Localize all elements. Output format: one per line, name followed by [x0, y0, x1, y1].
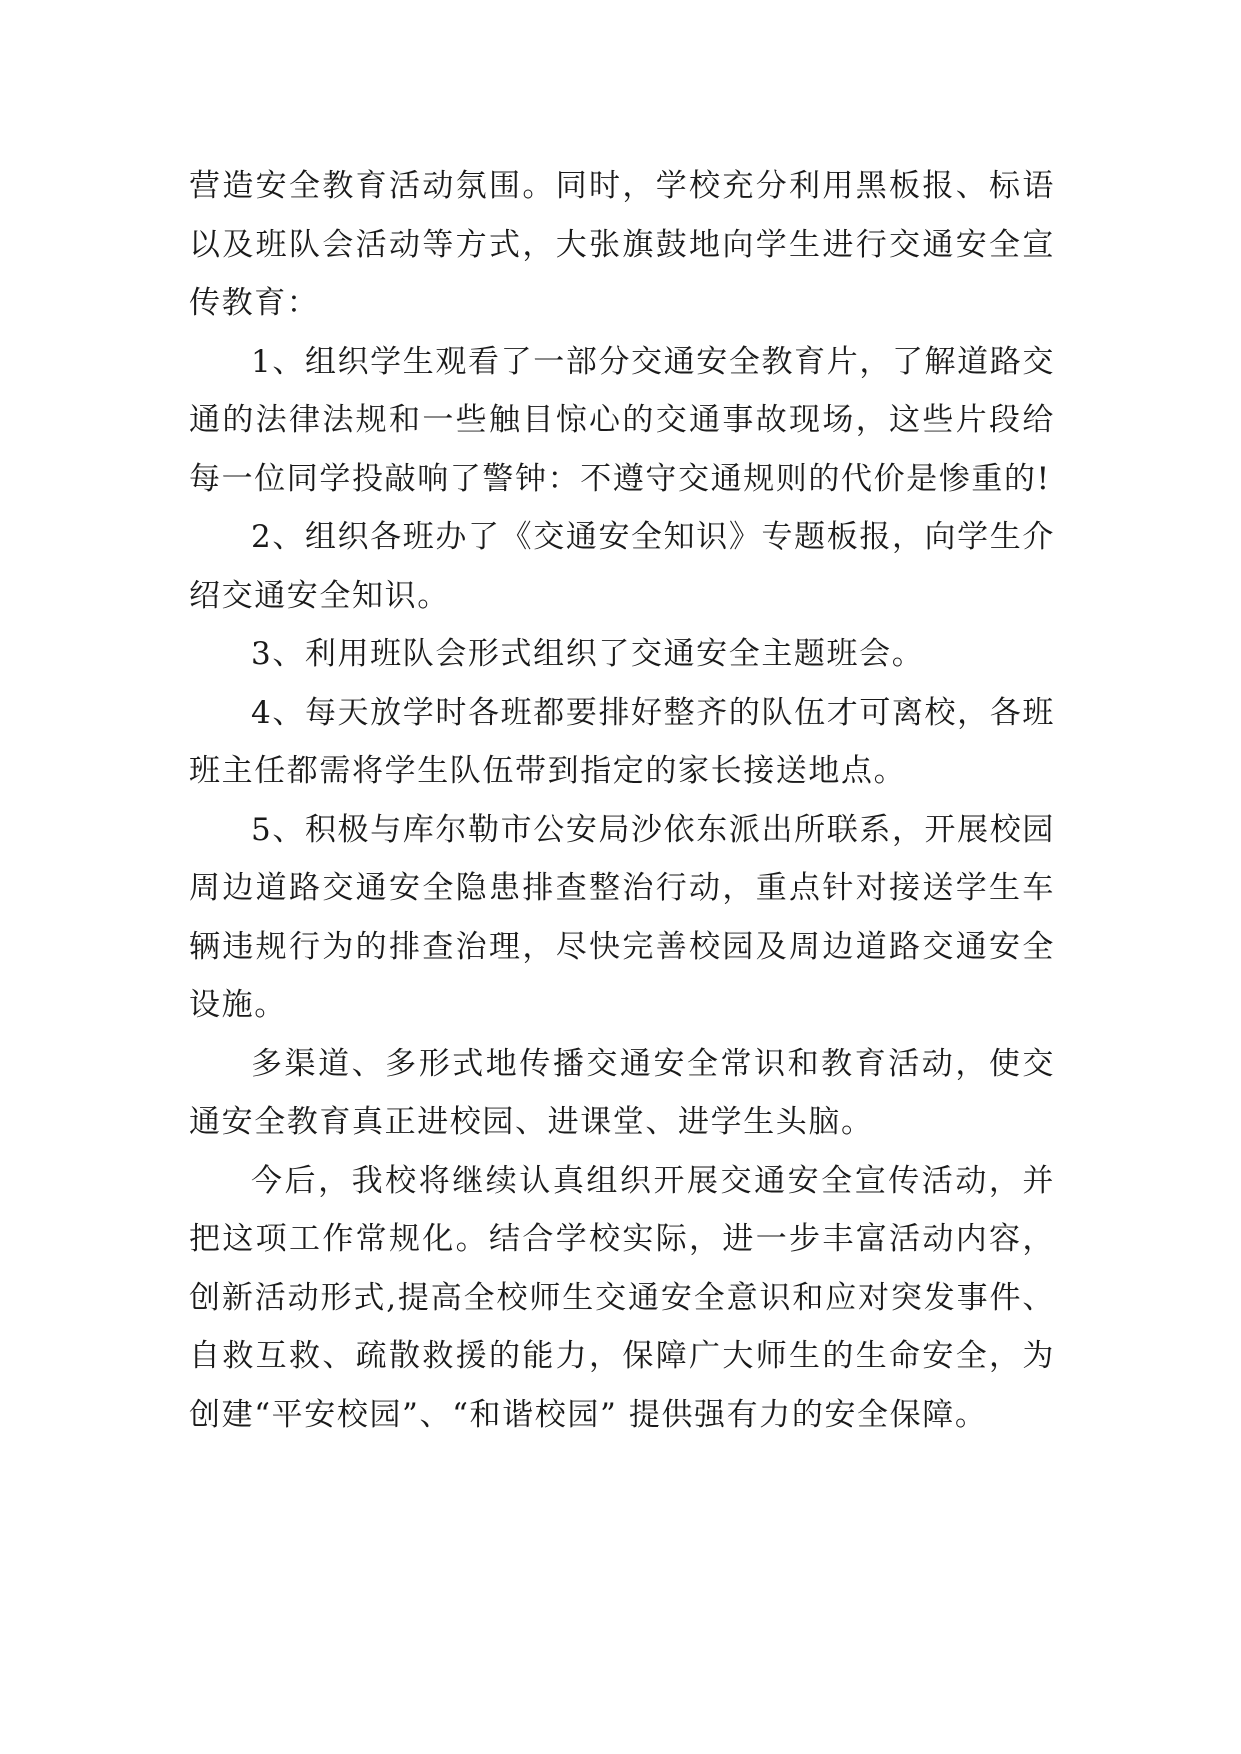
paragraph-item-5: 5、积极与库尔勒市公安局沙依东派出所联系，开展校园周边道路交通安全隐患排查整治行动，重点针对接送学生车辆违规行为的排查治理，尽快完善校园及周边道路交通安全设施。 — [189, 811, 1055, 1023]
paragraph-item-3: 3、利用班队会形式组织了交通安全主题班会。 — [251, 636, 925, 672]
document-body — [189, 157, 1055, 1444]
paragraph-item-2: 2、组织各班办了《交通安全知识》专题板报，向学生介绍交通安全知识。 — [189, 519, 1055, 614]
paragraph-conclusion: 今后，我校将继续认真组织开展交通安全宣传活动，并把这项工作常规化。结合学校实际，进一步丰富活动内容，创新活动形式,提高全校师生交通安全意识和应对突发事件、自救互救、疏散救援的能力，保障广大师生的生命安全，为创建“平安校园”、“和谐校园” 提供强有力的安全保障。 — [189, 1162, 1055, 1433]
paragraph-intro: 营造安全教育活动氛围。同时，学校充分利用黑板报、标语以及班队会活动等方式，大张旗鼓地向学生进行交通安全宣传教育： — [189, 168, 1055, 321]
paragraph-summary: 多渠道、多形式地传播交通安全常识和教育活动，使交通安全教育真正进校园、进课堂、进学生头脑。 — [189, 1045, 1055, 1140]
paragraph-item-1: 1、组织学生观看了一部分交通安全教育片，了解道路交通的法律法规和一些触目惊心的交通事故现场，这些片段给每一位同学投敲响了警钟：不遵守交通规则的代价是惨重的! — [189, 343, 1055, 497]
paragraph-item-4: 4、每天放学时各班都要排好整齐的队伍才可离校，各班班主任都需将学生队伍带到指定的家长接送地点。 — [189, 694, 1055, 789]
